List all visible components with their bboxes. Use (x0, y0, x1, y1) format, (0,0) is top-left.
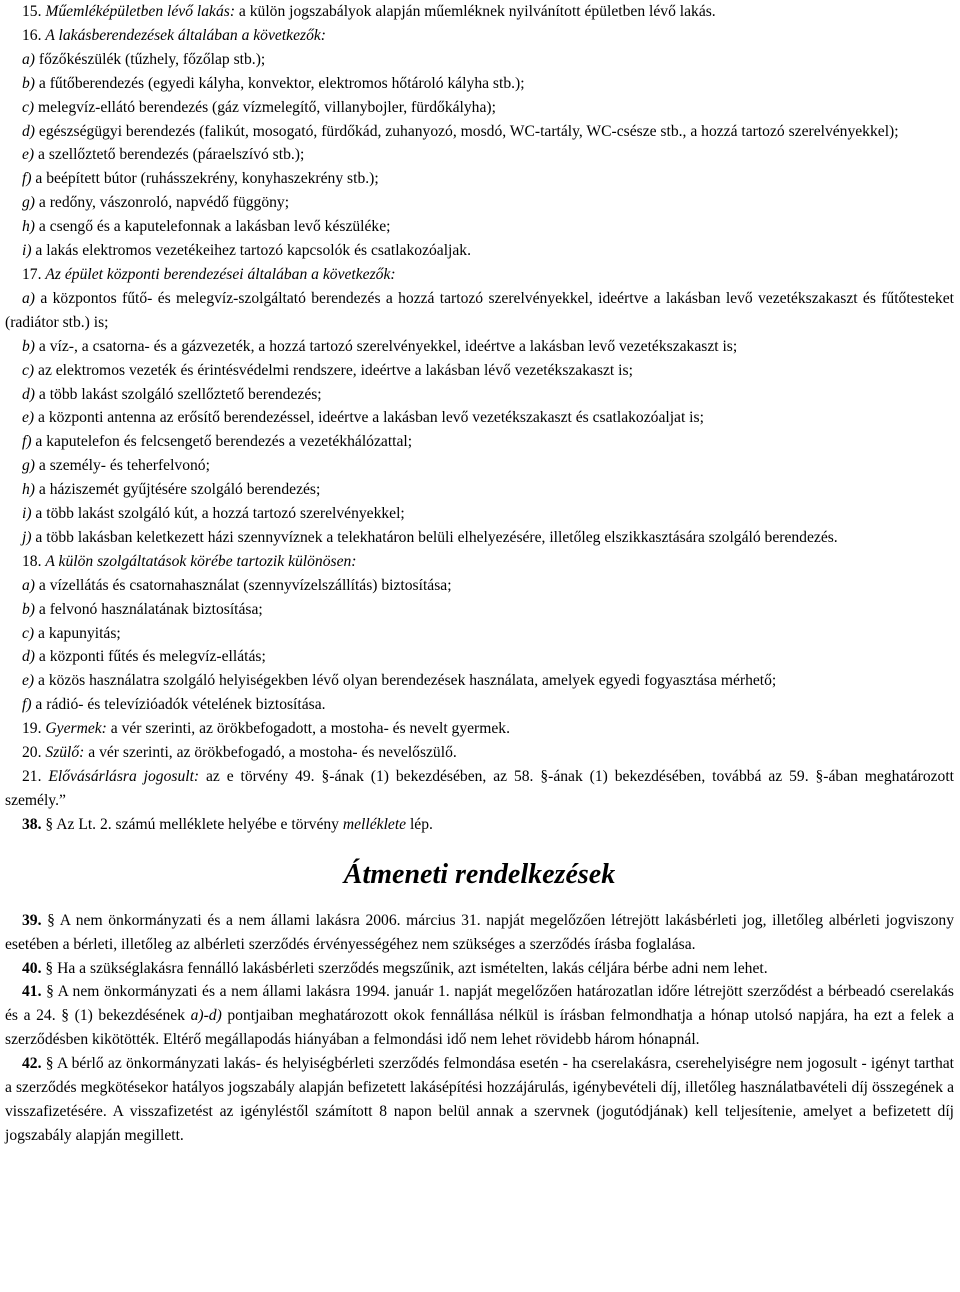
text-run: d) (22, 122, 35, 140)
text-run: melléklete (342, 815, 407, 833)
text-run: h) (22, 218, 35, 236)
para-17b (5, 335, 954, 359)
text-run: a) (22, 289, 35, 307)
text-run: e) (22, 409, 35, 427)
text-run: melegvíz-ellátó berendezés (gáz vízmelegítő, villanybojler, fürdőkályha); (34, 98, 496, 116)
text-run: a több lakást szolgáló kút, a hozzá tartozó szerelvényekkel; (31, 505, 405, 523)
text-run: § A bérlő az önkormányzati lakás- és helyiségbérleti szerződés felmondása esetén - ha cserelakásra, cserehelyiségre nem jogosult - igényt tarthat a szerződés megkötésekor hatályos jogszabály alapján befizetett lakásépítési hozzájárulás, igénybevételi díj, illetőleg használatbavételi díj összegének a visszafizetésére. A visszafizetést az igényléstől számított 8 napon belül annak a szervnek (jogutódjának) kell teljesítenie, amelyet a befizetett díj jogszabály alapján megillett. (5, 1055, 954, 1144)
text-run: i) (22, 505, 32, 523)
para-16f (5, 167, 954, 191)
para-38 (5, 813, 954, 837)
text-run: Elővásárlásra jogosult: (48, 768, 200, 785)
para-16c (5, 96, 954, 120)
text-run: a vér szerinti, az örökbefogadott, a mostoha- és nevelt gyermek. (106, 720, 510, 738)
text-run: c) (22, 624, 35, 642)
para-18a (5, 574, 954, 598)
para-17 (5, 263, 954, 287)
text-run: e) (22, 672, 35, 690)
text-run: 19. (22, 720, 46, 738)
text-run: a víz-, a csatorna- és a gázvezeték, a hozzá tartozó szerelvényekkel, ideértve a lakásban levő vezetékszakaszt is; (35, 337, 738, 355)
text-run: 18. (22, 552, 46, 570)
para-40 (5, 957, 954, 981)
text-run: a külön jogszabályok alapján műemléknek nyilvánított épületben lévő lakás. (235, 3, 716, 20)
section-heading (5, 859, 954, 891)
para-16a (5, 48, 954, 72)
text-run: a központi antenna az erősítő berendezéssel, ideértve a lakásban levő vezetékszakaszt és csatlakozóaljat is; (34, 409, 704, 427)
text-run: 40. (22, 959, 42, 977)
text-run: a központos fűtő- és melegvíz-szolgáltató berendezés a hozzá tartozó szerelvényekkel, ideértve a lakásban levő vezetékszakaszt és fűtőtesteket (radiátor stb.) is; (5, 289, 954, 331)
text-run: Gyermek: (45, 720, 107, 738)
text-run: b) (22, 600, 35, 618)
text-run: § A nem önkormányzati és a nem állami lakásra 2006. március 31. napját megelőzően létrejött lakásbérleti jog, illetőleg albérleti jogviszony esetében a bérleti, illetőleg az albérleti szerződés érvényességéhez nem szükséges a szerződés írásba foglalása. (5, 911, 954, 953)
text-run: d) (22, 385, 35, 403)
text-run: a beépített bútor (ruhásszekrény, konyhaszekrény stb.); (31, 170, 379, 188)
text-run: az e törvény 49. §-ának (1) bekezdésében, az 58. §-ának (1) bekezdésében, továbbá az 59. §-ában meghatározott személy.” (5, 768, 954, 809)
para-39 (5, 909, 954, 957)
text-run: c) (22, 361, 35, 379)
text-run: lép. (406, 815, 433, 833)
text-run: a) (22, 576, 35, 594)
para-16 (5, 24, 954, 48)
text-run: h) (22, 481, 35, 499)
para-15 (5, 0, 954, 24)
text-run: egészségügyi berendezés (falikút, mosogató, fürdőkád, zuhanyozó, mosdó, WC-tartály, WC-csésze stb., a hozzá tartozó szerelvényekkel); (35, 122, 899, 140)
text-run: f) (22, 696, 32, 714)
text-run: 38. (22, 815, 42, 833)
text-run: a felvonó használatának biztosítása; (35, 600, 263, 618)
text-run: a vízellátás és csatornahasználat (szennyvízelszállítás) biztosítása; (35, 576, 452, 594)
text-run: e) (22, 146, 35, 164)
para-20 (5, 741, 954, 765)
text-run: A lakásberendezések általában a következők: (45, 26, 326, 44)
text-run: 41. (22, 983, 42, 1001)
text-run: a háziszemét gyűjtésére szolgáló berendezés; (35, 481, 321, 499)
text-run: a vér szerinti, az örökbefogadó, a mostoha- és nevelőszülő. (84, 744, 457, 762)
text-run: a) (22, 50, 35, 68)
text-run: a központi fűtés és melegvíz-ellátás; (35, 648, 266, 666)
text-run: b) (22, 337, 35, 355)
text-run: § Ha a szükséglakásra fennálló lakásbérleti szerződés megszűnik, azt ismételten, lakás céljára bérbe adni nem lehet. (41, 959, 768, 977)
para-41 (5, 980, 954, 1052)
text-run: a több lakásban keletkezett házi szennyvíznek a telekhatáron belüli elhelyezésére, illetőleg elszikkasztására szolgáló berendezés. (31, 528, 838, 546)
para-18c (5, 622, 954, 646)
para-17g (5, 454, 954, 478)
para-18d (5, 645, 954, 669)
text-run: a)-d) (190, 1007, 222, 1025)
text-run: c) (22, 98, 35, 116)
para-17a (5, 287, 954, 335)
text-run: § Az Lt. 2. számú melléklete helyébe e törvény (41, 815, 343, 833)
para-17f (5, 430, 954, 454)
text-run: i) (22, 242, 32, 260)
para-17d (5, 383, 954, 407)
text-run: a rádió- és televízióadók vételének biztosítása. (31, 696, 326, 714)
text-run: 16. (22, 26, 46, 44)
text-run: pontjaiban meghatározott okok fennállása nélkül is írásban felmondhatja a hónap utolsó napjára, ha ezt a felek a szerződésben kikötötték. Eltérő megállapodás hiányában a felmondási idő nem lehet rövidebb három hónapnál. (5, 1007, 954, 1049)
text-run: az elektromos vezeték és érintésvédelmi rendszere, ideértve a lakásban lévő vezetékszakaszt is; (34, 361, 633, 379)
text-run: Átmeneti rendelkezések (343, 858, 616, 890)
text-run: a személy- és teherfelvonó; (35, 457, 210, 475)
para-18e (5, 669, 954, 693)
para-16e (5, 143, 954, 167)
text-run: a kaputelefon és felcsengető berendezés a vezetékhálózattal; (31, 433, 413, 451)
text-run: Az épület központi berendezései általában a következők: (45, 265, 396, 283)
text-run: a szellőztető berendezés (páraelszívó stb.); (34, 146, 305, 164)
text-run: főzőkészülék (tűzhely, főzőlap stb.); (35, 50, 266, 68)
text-run: j) (22, 528, 32, 546)
text-run: f) (22, 433, 32, 451)
text-run: a több lakást szolgáló szellőztető berendezés; (35, 385, 322, 403)
text-run: 39. (22, 911, 42, 929)
text-run: g) (22, 194, 35, 212)
para-17e (5, 406, 954, 430)
para-17j (5, 526, 954, 550)
text-run: 21. (22, 768, 49, 785)
para-21 (5, 765, 954, 813)
text-run: 17. (22, 265, 46, 283)
text-run: Műemléképületben lévő lakás: (45, 3, 236, 20)
text-run: b) (22, 74, 35, 92)
para-16g (5, 191, 954, 215)
text-run: f) (22, 170, 32, 188)
text-run: a közös használatra szolgáló helyiségekben lévő olyan berendezések használata, amelyek egyedi fogyasztása mérhető; (34, 672, 777, 690)
para-18 (5, 550, 954, 574)
para-19 (5, 717, 954, 741)
text-run: a fűtőberendezés (egyedi kályha, konvektor, elektromos hőtároló kályha stb.); (35, 74, 525, 92)
para-17i (5, 502, 954, 526)
text-run: 20. (22, 744, 46, 762)
text-run: a redőny, vászonroló, napvédő függöny; (35, 194, 290, 212)
text-run: Szülő: (45, 744, 85, 762)
para-17h (5, 478, 954, 502)
text-run: 42. (22, 1055, 42, 1073)
text-run: a csengő és a kaputelefonnak a lakásban levő készüléke; (35, 218, 391, 236)
text-run: g) (22, 457, 35, 475)
para-42 (5, 1052, 954, 1148)
para-18f (5, 693, 954, 717)
para-16b (5, 72, 954, 96)
text-run: a lakás elektromos vezetékeihez tartozó kapcsolók és csatlakozóaljak. (31, 242, 471, 260)
para-18b (5, 598, 954, 622)
para-16h (5, 215, 954, 239)
para-16i (5, 239, 954, 263)
para-17c (5, 359, 954, 383)
text-run: a kapunyitás; (34, 624, 121, 642)
text-run: A külön szolgáltatások körébe tartozik különösen: (45, 552, 357, 570)
para-16d (5, 120, 954, 144)
text-run: d) (22, 648, 35, 666)
text-run: § A nem önkormányzati és a nem állami lakásra 1994. január 1. napját megelőzően határozatlan időre létrejött szerződést a bérbeadó cserelakás és a 24. § (1) bekezdésének (5, 983, 954, 1025)
text-run: 15. (22, 3, 46, 20)
